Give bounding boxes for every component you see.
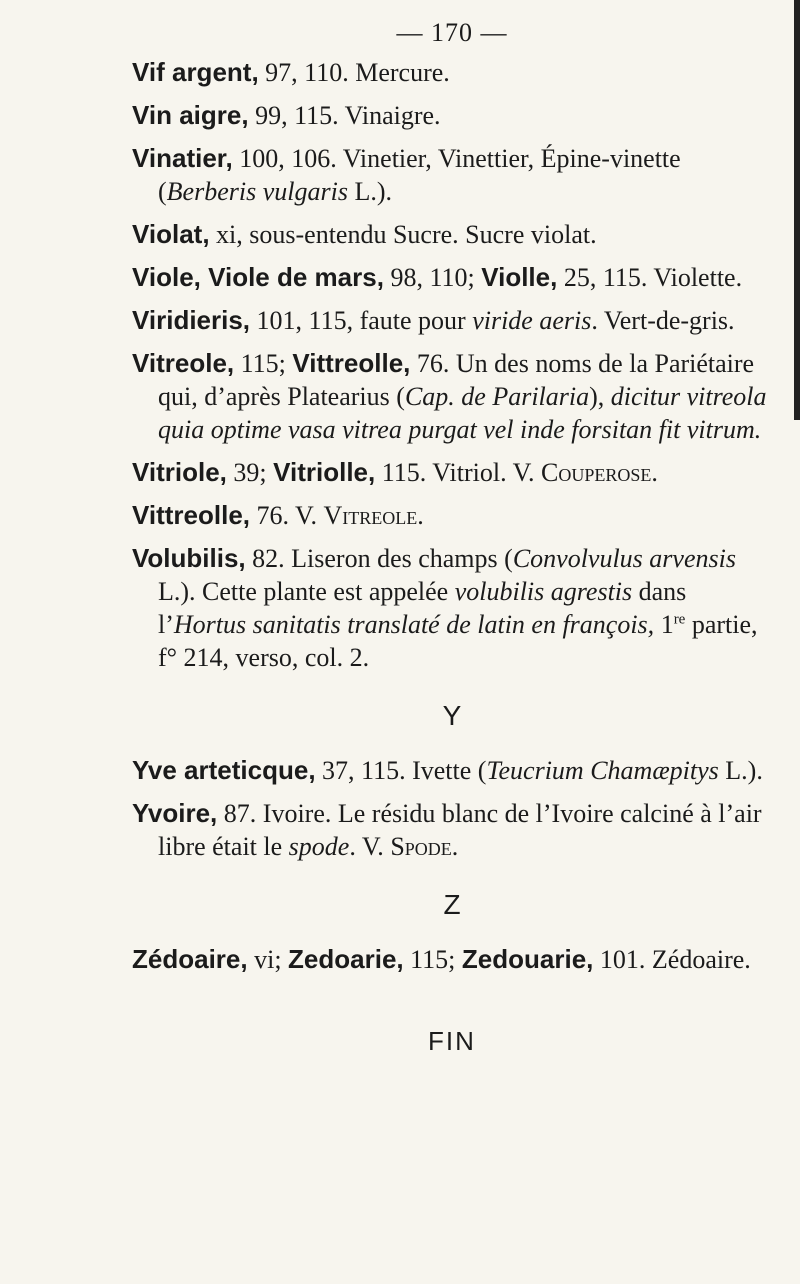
superscript: re [673,611,686,628]
headword: Vif argent, [132,57,259,87]
entry-text: 101, 115, faute pour [250,306,473,335]
headword-variant: Vittreolle, [292,348,411,378]
section-letter-y: Y [442,700,462,731]
headword: Viridieris, [132,305,251,335]
page-number: — 170 — [396,18,508,47]
entry-text: 101. Zédoaire. [593,945,751,974]
headword-variant: Violle, [481,262,558,292]
entry-text: L.). [347,177,392,206]
headword: Vinatier, [132,143,233,173]
entry-text: 76. Un des noms de la Pariétaire qui, d’après Platearius ( [158,349,755,411]
entry-vittreolle [132,499,772,532]
entry-text: . V. [349,832,391,861]
entry-violat [132,218,772,251]
entry-viole [132,261,772,294]
entry-vin-aigre [132,99,772,132]
entry-viridieris [132,304,772,337]
headword: Vitriole, [132,457,227,487]
headword-variant: Vitriolle, [273,457,376,487]
entry-text: 76. V. [250,501,324,530]
entry-yve-arteticque [132,754,772,787]
headword: Yvoire, [132,798,218,828]
entry-vitreole [132,347,772,446]
entry-vinatier [132,142,772,208]
entry-text: . Vert-de-gris. [591,306,735,335]
entry-text: dans l’ [158,577,687,639]
entry-zedoaire [132,943,772,976]
entry-text: ), [589,382,611,411]
headword: Zédoaire, [132,944,248,974]
entry-vitriole [132,456,772,489]
entry-text: 115; [234,349,293,378]
entry-volubilis [132,542,772,674]
section-letter-z: Z [443,889,461,920]
cross-reference: Couperose. [541,458,658,487]
headword-variant: Zedouarie, [461,944,594,974]
term: spode [288,832,350,861]
entry-text: 115; [403,945,462,974]
entry-text: 39; [226,458,274,487]
cross-reference: Vitreole. [323,501,424,530]
headword: Vitreole, [132,348,235,378]
entry-text: vi; [247,945,289,974]
entry-text: 98, 110; [383,263,482,292]
end-marker: FIN [428,1026,476,1056]
entry-vif-argent [132,56,772,89]
latin-term: Cap. de Parilaria [404,382,590,411]
dictionary-page [132,18,772,1057]
headword: Volubilis, [132,543,246,573]
entry-yvoire [132,797,772,863]
entry-text: 87. Ivoire. Le résidu blanc de l’Ivoire calciné à l’air libre était le [158,799,762,861]
entry-text: partie, f° 214, verso, col. 2. [158,610,758,672]
entry-text: 1 [654,610,674,639]
entry-text: 82. Liseron des champs ( [245,544,513,573]
entry-text: L.). Cette plante est appelée [158,577,455,606]
entry-text: 97, 110. Mercure. [258,58,450,87]
latin-name: Convolvulus arvensis [512,544,736,573]
entry-text: xi, sous-entendu Sucre. Sucre violat. [209,220,597,249]
headword: Vin aigre, [132,100,249,130]
latin-term: volubilis agrestis [454,577,633,606]
latin-name: Berberis vulgaris [166,177,348,206]
entry-text: 25, 115. Violette. [557,263,743,292]
page-edge-shadow [794,0,800,420]
headword: Yve arteticque, [132,755,316,785]
latin-quote: dicitur vitreola quia optime vasa vitrea purgat vel inde forsitan fit vitrum. [158,382,767,444]
headword: Violat, [132,219,210,249]
entry-text: 37, 115. Ivette ( [315,756,487,785]
headword: Viole, Viole de mars, [132,262,384,292]
latin-term: viride aeris [472,306,592,335]
cross-reference: Spode. [390,832,459,861]
entry-text: 115. Vitriol. V. [375,458,542,487]
entry-text: 100, 106. Vinetier, Vinettier, Épine-vinette ( [158,144,681,206]
entry-text: L.). [718,756,763,785]
latin-name: Teucrium Chamæpitys [486,756,719,785]
entry-text: 99, 115. Vinaigre. [248,101,441,130]
book-title: Hortus sanitatis translaté de latin en françois, [173,610,655,639]
headword: Vittreolle, [132,500,251,530]
headword-variant: Zedoarie, [288,944,404,974]
